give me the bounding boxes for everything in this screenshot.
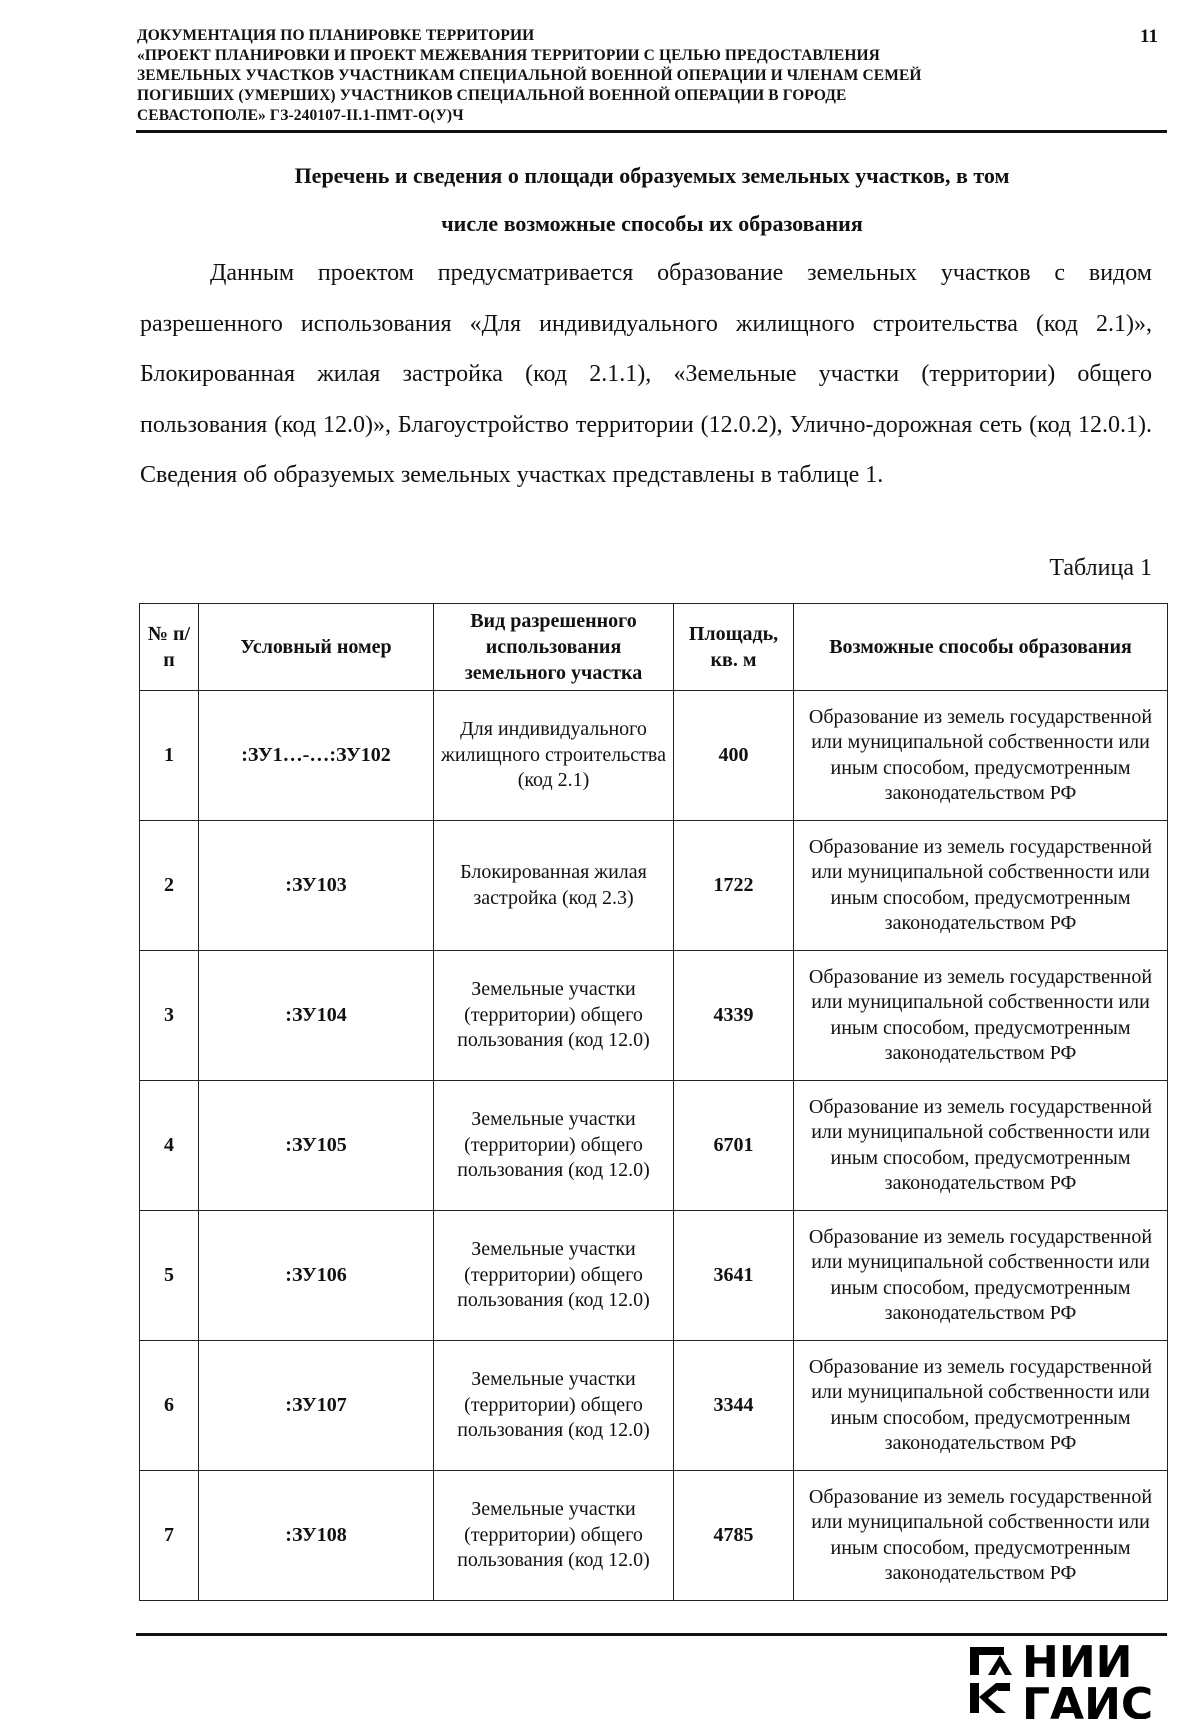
cell-area: 4785 [674,1471,794,1601]
cell-use: Земельные участки (территории) общего пользования (код 12.0) [434,1341,674,1471]
col-header-cond: Условный номер [199,604,434,691]
cell-use: Земельные участки (территории) общего пользования (код 12.0) [434,951,674,1081]
cell-num: 3 [140,951,199,1081]
table-row [140,1211,1168,1341]
cell-method: Образование из земель государственной или муниципальной собственности или иным способом, предусмотренным законодательством РФ [794,1211,1168,1341]
cell-num: 4 [140,1081,199,1211]
section-title-line-1: Перечень и сведения о площади образуемых земельных участков, в том [294,163,1010,188]
table-row [140,691,1168,821]
cell-use: Земельные участки (территории) общего пользования (код 12.0) [434,1081,674,1211]
table-row [140,1341,1168,1471]
cell-use: Для индивидуального жилищного строительства (код 2.1) [434,691,674,821]
svg-text:ГАИС: ГАИС [1022,1679,1154,1719]
document-header [137,26,1137,126]
cell-cond: :ЗУ1…-…:ЗУ102 [199,691,434,821]
cell-cond: :ЗУ108 [199,1471,434,1601]
table-row [140,951,1168,1081]
header-divider [136,130,1167,133]
cell-cond: :ЗУ107 [199,1341,434,1471]
cell-use: Земельные участки (территории) общего пользования (код 12.0) [434,1211,674,1341]
header-line: «ПРОЕКТ ПЛАНИРОВКИ И ПРОЕКТ МЕЖЕВАНИЯ ТЕРРИТОРИИ С ЦЕЛЬЮ ПРЕДОСТАВЛЕНИЯ [137,47,880,64]
col-header-method: Возможные способы образования [794,604,1168,691]
cell-method: Образование из земель государственной или муниципальной собственности или иным способом, предусмотренным законодательством РФ [794,821,1168,951]
header-line: СЕВАСТОПОЛЕ» ГЗ-240107-II.1-ПМТ-О(У)Ч [137,107,464,124]
table-row [140,821,1168,951]
cell-area: 6701 [674,1081,794,1211]
land-plots-table [139,603,1168,1601]
header-line: ЗЕМЕЛЬНЫХ УЧАСТКОВ УЧАСТНИКАМ СПЕЦИАЛЬНОЙ ВОЕННОЙ ОПЕРАЦИИ И ЧЛЕНАМ СЕМЕЙ [137,67,922,84]
table-header-row [140,604,1168,691]
col-header-area: Площадь, кв. м [674,604,794,691]
cell-area: 400 [674,691,794,821]
section-title-line-2: числе возможные способы их образования [441,211,863,236]
cell-area: 4339 [674,951,794,1081]
header-line: ДОКУМЕНТАЦИЯ ПО ПЛАНИРОВКЕ ТЕРРИТОРИИ [137,27,535,44]
table-caption: Таблица 1 [1049,555,1152,581]
cell-method: Образование из земель государственной или муниципальной собственности или иным способом, предусмотренным законодательством РФ [794,1471,1168,1601]
cell-num: 7 [140,1471,199,1601]
cell-use: Блокированная жилая застройка (код 2.3) [434,821,674,951]
cell-cond: :ЗУ106 [199,1211,434,1341]
company-logo [968,1635,1168,1719]
cell-cond: :ЗУ105 [199,1081,434,1211]
cell-method: Образование из земель государственной или муниципальной собственности или иным способом, предусмотренным законодательством РФ [794,1341,1168,1471]
cell-cond: :ЗУ103 [199,821,434,951]
intro-paragraph: Данным проектом предусматривается образование земельных участков с видом разрешенного использования «Для индивидуального жилищного строительства (код 2.1)», Блокированная жилая застройка (код 2.1.1), «Земельные участки (территории) общего пользования (код 12.0)», Благоустройство территории (12.0.2), Улично-дорожная сеть (код 12.0.1). Сведения об образуемых земельных участках представлены в таблице 1. [140,260,1152,488]
cell-method: Образование из земель государственной или муниципальной собственности или иным способом, предусмотренным законодательством РФ [794,1081,1168,1211]
cell-num: 6 [140,1341,199,1471]
table-row [140,1471,1168,1601]
col-header-num: № п/п [140,604,199,691]
cell-use: Земельные участки (территории) общего пользования (код 12.0) [434,1471,674,1601]
cell-cond: :ЗУ104 [199,951,434,1081]
cell-area: 1722 [674,821,794,951]
cell-num: 2 [140,821,199,951]
cell-num: 5 [140,1211,199,1341]
svg-text:НИИ: НИИ [1022,1637,1133,1688]
header-line: ПОГИБШИХ (УМЕРШИХ) УЧАСТНИКОВ СПЕЦИАЛЬНОЙ ВОЕННОЙ ОПЕРАЦИИ В ГОРОДЕ [137,87,847,104]
cell-area: 3344 [674,1341,794,1471]
page-number: 11 [1140,26,1158,47]
company-logo-icon [968,1635,1168,1719]
cell-num: 1 [140,691,199,821]
cell-method: Образование из земель государственной или муниципальной собственности или иным способом, предусмотренным законодательством РФ [794,951,1168,1081]
cell-method: Образование из земель государственной или муниципальной собственности или иным способом, предусмотренным законодательством РФ [794,691,1168,821]
col-header-use: Вид разрешенного использования земельного участка [434,604,674,691]
cell-area: 3641 [674,1211,794,1341]
table-row [140,1081,1168,1211]
